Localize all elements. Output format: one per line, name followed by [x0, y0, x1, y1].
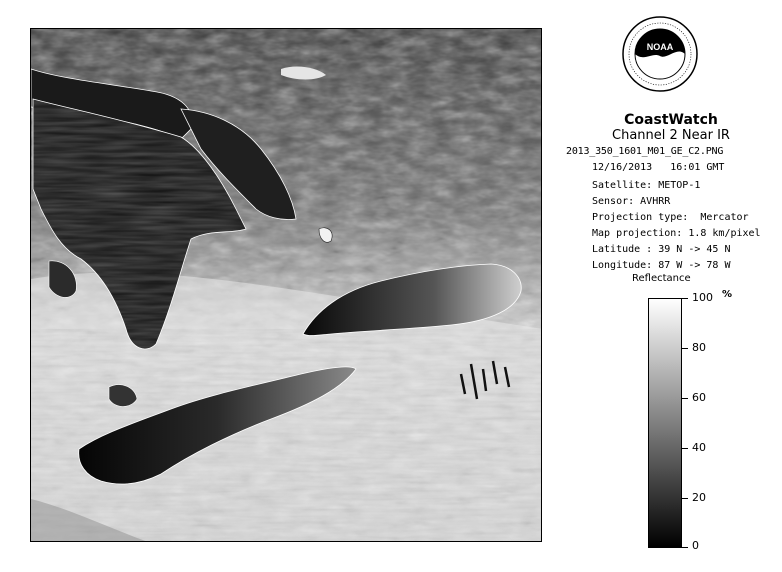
colorbar-tick-label: 60 — [692, 391, 706, 404]
map-projection: Map projection: 1.8 km/pixel — [592, 228, 761, 239]
colorbar-tick-label: 40 — [692, 441, 706, 454]
longitude-range: Longitude: 87 W -> 78 W — [592, 260, 731, 271]
projection-type: Projection type: Mercator — [592, 212, 749, 223]
colorbar — [648, 298, 682, 548]
latitude-range: Latitude : 39 N -> 45 N — [592, 244, 731, 255]
satellite-name: Satellite: METOP-1 — [592, 180, 701, 191]
image-datetime: 12/16/2013 16:01 GMT — [592, 162, 725, 173]
sensor-name: Sensor: AVHRR — [592, 196, 671, 207]
colorbar-tick — [682, 448, 688, 449]
colorbar-label: Reflectance — [632, 273, 691, 284]
product-title: CoastWatch — [624, 112, 718, 128]
colorbar-tick — [682, 298, 688, 299]
colorbar-tick-label: 80 — [692, 341, 706, 354]
colorbar-tick — [682, 498, 688, 499]
product-subtitle: Channel 2 Near IR — [612, 128, 730, 143]
colorbar-unit: % — [722, 289, 733, 300]
colorbar-tick-label: 100 — [692, 291, 713, 304]
satellite-image — [30, 28, 542, 542]
logo-text: NOAA — [646, 42, 674, 52]
satellite-image-svg — [31, 29, 542, 542]
colorbar-tick — [682, 348, 688, 349]
colorbar-tick-label: 0 — [692, 539, 699, 552]
noaa-logo — [622, 16, 698, 92]
colorbar-tick-label: 20 — [692, 491, 706, 504]
colorbar-tick — [682, 398, 688, 399]
colorbar-tick — [682, 547, 688, 548]
image-filename: 2013_350_1601_M01_GE_C2.PNG — [566, 146, 724, 157]
